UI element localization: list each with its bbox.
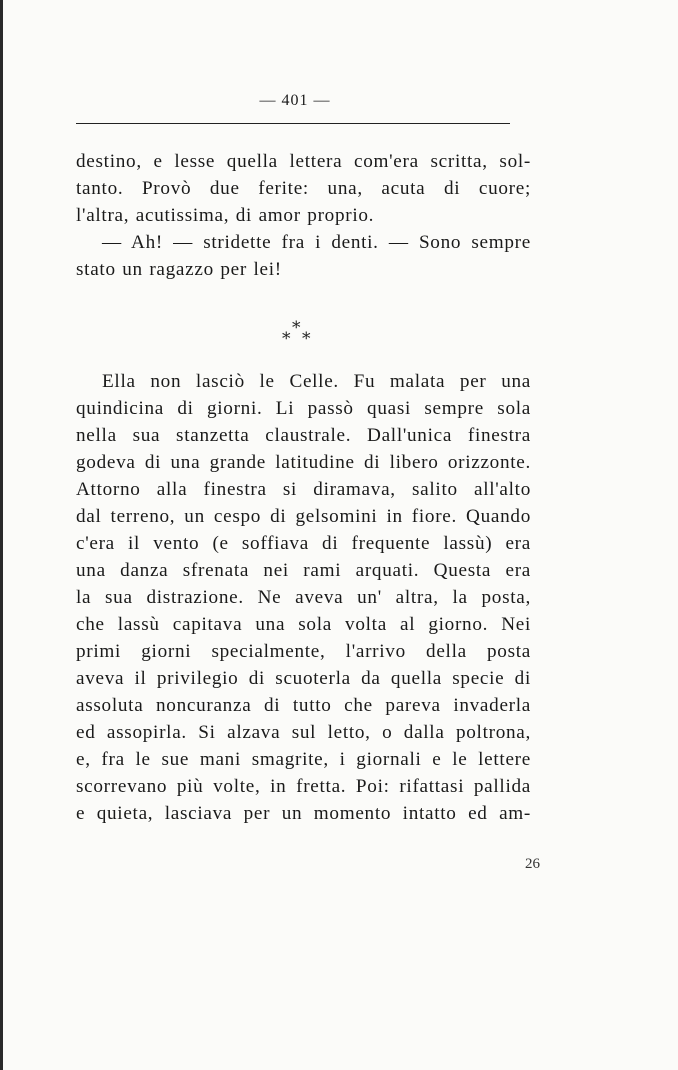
text-line: c'era il vento (e soffiava di frequente lassù) era <box>76 533 531 554</box>
paragraph-2 <box>76 368 531 827</box>
page-number: — 401 — <box>259 92 331 109</box>
text-line: nella sua stanzetta claustrale. Dall'unica finestra <box>76 425 531 446</box>
text-line: assoluta noncuranza di tutto che pareva invaderla <box>76 695 531 716</box>
text-line: scorrevano più volte, in fretta. Poi: rifattasi pallida <box>76 776 531 797</box>
page-left-edge <box>0 0 3 1070</box>
text-line: aveva il privilegio di scuoterla da quella specie di <box>76 668 531 689</box>
paragraph-1 <box>76 148 531 283</box>
text-line: e, fra le sue mani smagrite, i giornali e le lettere <box>76 749 531 770</box>
text-line: tanto. Provò due ferite: una, acuta di cuore; <box>76 178 531 199</box>
text-line: destino, e lesse quella lettera com'era scritta, sol- <box>76 151 531 172</box>
asterism-star: * <box>302 329 311 349</box>
text-line: — Ah! — stridette fra i denti. — Sono sempre <box>102 232 531 253</box>
text-line: Attorno alla finestra si diramava, salito all'alto <box>76 479 531 500</box>
signature-mark: 26 <box>525 856 540 872</box>
header-rule <box>76 123 510 124</box>
asterism-star: * <box>292 318 301 338</box>
text-line: quindicina di giorni. Li passò quasi sempre sola <box>76 398 531 419</box>
text-line: primi giorni specialmente, l'arrivo della posta <box>76 641 531 662</box>
text-line: ed assopirla. Si alzava sul letto, o dalla poltrona, <box>76 722 531 743</box>
text-line: una danza sfrenata nei rami arquati. Questa era <box>76 560 531 581</box>
text-line: godeva di una grande latitudine di libero orizzonte. <box>76 452 531 473</box>
section-separator-asterism <box>270 318 330 350</box>
text-line: la sua distrazione. Ne aveva un' altra, la posta, <box>76 587 531 608</box>
text-line: stato un ragazzo per lei! <box>76 259 282 280</box>
text-line: Ella non lasciò le Celle. Fu malata per una <box>102 371 531 392</box>
asterism-star: * <box>282 329 291 349</box>
text-line: l'altra, acutissima, di amor proprio. <box>76 205 375 226</box>
text-line: e quieta, lasciava per un momento intatto ed am- <box>76 803 531 824</box>
text-line: dal terreno, un cespo di gelsomini in fiore. Quando <box>76 506 531 527</box>
text-line: che lassù capitava una sola volta al giorno. Nei <box>76 614 531 635</box>
